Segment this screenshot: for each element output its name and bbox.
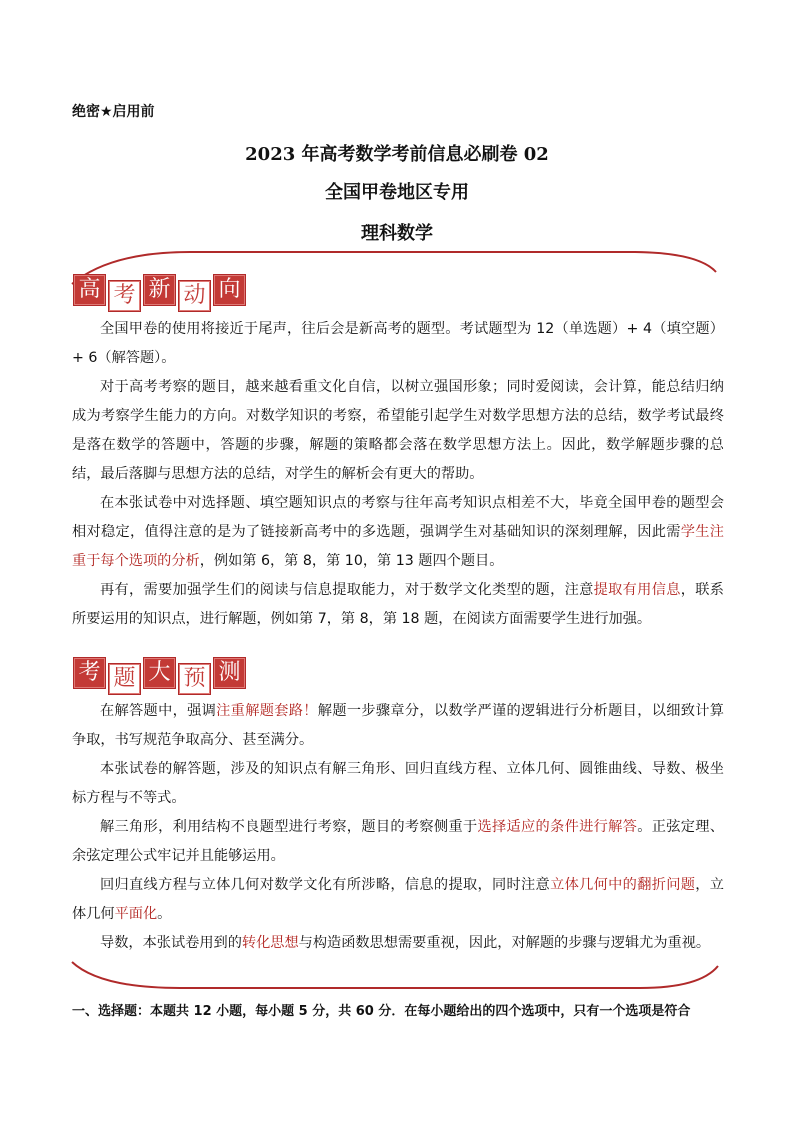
highlight-text: 注重解题套路！ (216, 703, 318, 719)
badge-char: 大 (143, 657, 176, 689)
exam-subject: 理科数学 (361, 223, 433, 244)
section1-text (72, 315, 724, 634)
badge-char: 高 (73, 274, 106, 306)
highlight-text: 选择适应的条件进行解答 (477, 819, 638, 835)
paragraph: 再有，需要加强学生们的阅读与信息提取能力，对于数学文化类型的题，注意提取有用信息，联系所要运用的知识点，进行解题，例如第 7，第 8，第 18 题，在阅读方面需要学生进行加强。 (72, 582, 724, 627)
exam-title: 2023 年高考数学考前信息必刷卷 02 (245, 144, 549, 165)
paragraph: 在本张试卷中对选择题、填空题知识点的考察与往年高考知识点相差不大，毕竟全国甲卷的题型会相对稳定，值得注意的是为了链接新高考中的多选题，强调学生对基础知识的深刻理解，因此需学生注重于每个选项的分析，例如第 6，第 8，第 10，第 13 题四个题目。 (72, 495, 724, 569)
paragraph: 导数，本张试卷用到的转化思想与构造函数思想需要重视，因此，对解题的步骤与逻辑尤为重视。 (100, 935, 711, 951)
paragraph: 本张试卷的解答题，涉及的知识点有解三角形、回归直线方程、立体几何、圆锥曲线、导数、极坐标方程与不等式。 (72, 761, 724, 806)
paragraph: 解三角形，利用结构不良题型进行考察，题目的考察侧重于选择适应的条件进行解答。正弦定理、余弦定理公式牢记并且能够运用。 (72, 819, 724, 864)
badge-char: 新 (143, 274, 176, 306)
question-section-intro: 一、选择题：本题共 12 小题，每小题 5 分，共 60 分．在每小题给出的四个选项中，只有一个选项是符合 (72, 1004, 691, 1019)
section-badge-predictions (73, 657, 248, 691)
exam-subtitle: 全国甲卷地区专用 (325, 182, 469, 203)
secret-label: 绝密★启用前 (72, 104, 155, 120)
section2-text (72, 697, 724, 958)
highlight-text: 转化思想 (241, 935, 299, 951)
highlight-text: 立体几何中的翻折问题 (550, 877, 696, 893)
section-badge-new-trends (73, 274, 248, 308)
badge-char: 题 (108, 663, 141, 695)
highlight-text: 平面化 (114, 906, 158, 922)
paragraph: 全国甲卷的使用将接近于尾声，往后会是新高考的题型。考试题型为 12（单选题）+ 4（填空题）+ 6（解答题）。 (72, 321, 724, 366)
badge-char: 考 (108, 280, 141, 312)
decorative-arc-bottom (70, 958, 720, 998)
paragraph: 回归直线方程与立体几何对数学文化有所涉略，信息的提取，同时注意立体几何中的翻折问题，立体几何平面化。 (72, 877, 724, 922)
badge-char: 预 (178, 663, 211, 695)
highlight-text: 学生注重于每个选项的分析 (72, 524, 724, 569)
paragraph: 在解答题中，强调注重解题套路！解题一步骤章分，以数学严谨的逻辑进行分析题目，以细致计算争取，书写规范争取高分、甚至满分。 (72, 703, 724, 748)
highlight-text: 提取有用信息 (593, 582, 681, 598)
badge-char: 向 (213, 274, 246, 306)
badge-char: 测 (213, 657, 246, 689)
badge-char: 动 (178, 280, 211, 312)
badge-char: 考 (73, 657, 106, 689)
paragraph: 对于高考考察的题目，越来越看重文化自信，以树立强国形象；同时爱阅读，会计算，能总结归纳成为考察学生能力的方向。对数学知识的考察，希望能引起学生对数学思想方法的总结，数学考试最终是落在数学的答题中，答题的步骤，解题的策略都会落在数学思想方法上。因此，数学解题步骤的总结，最后落脚与思想方法的总结，对学生的解析会有更大的帮助。 (72, 379, 724, 482)
